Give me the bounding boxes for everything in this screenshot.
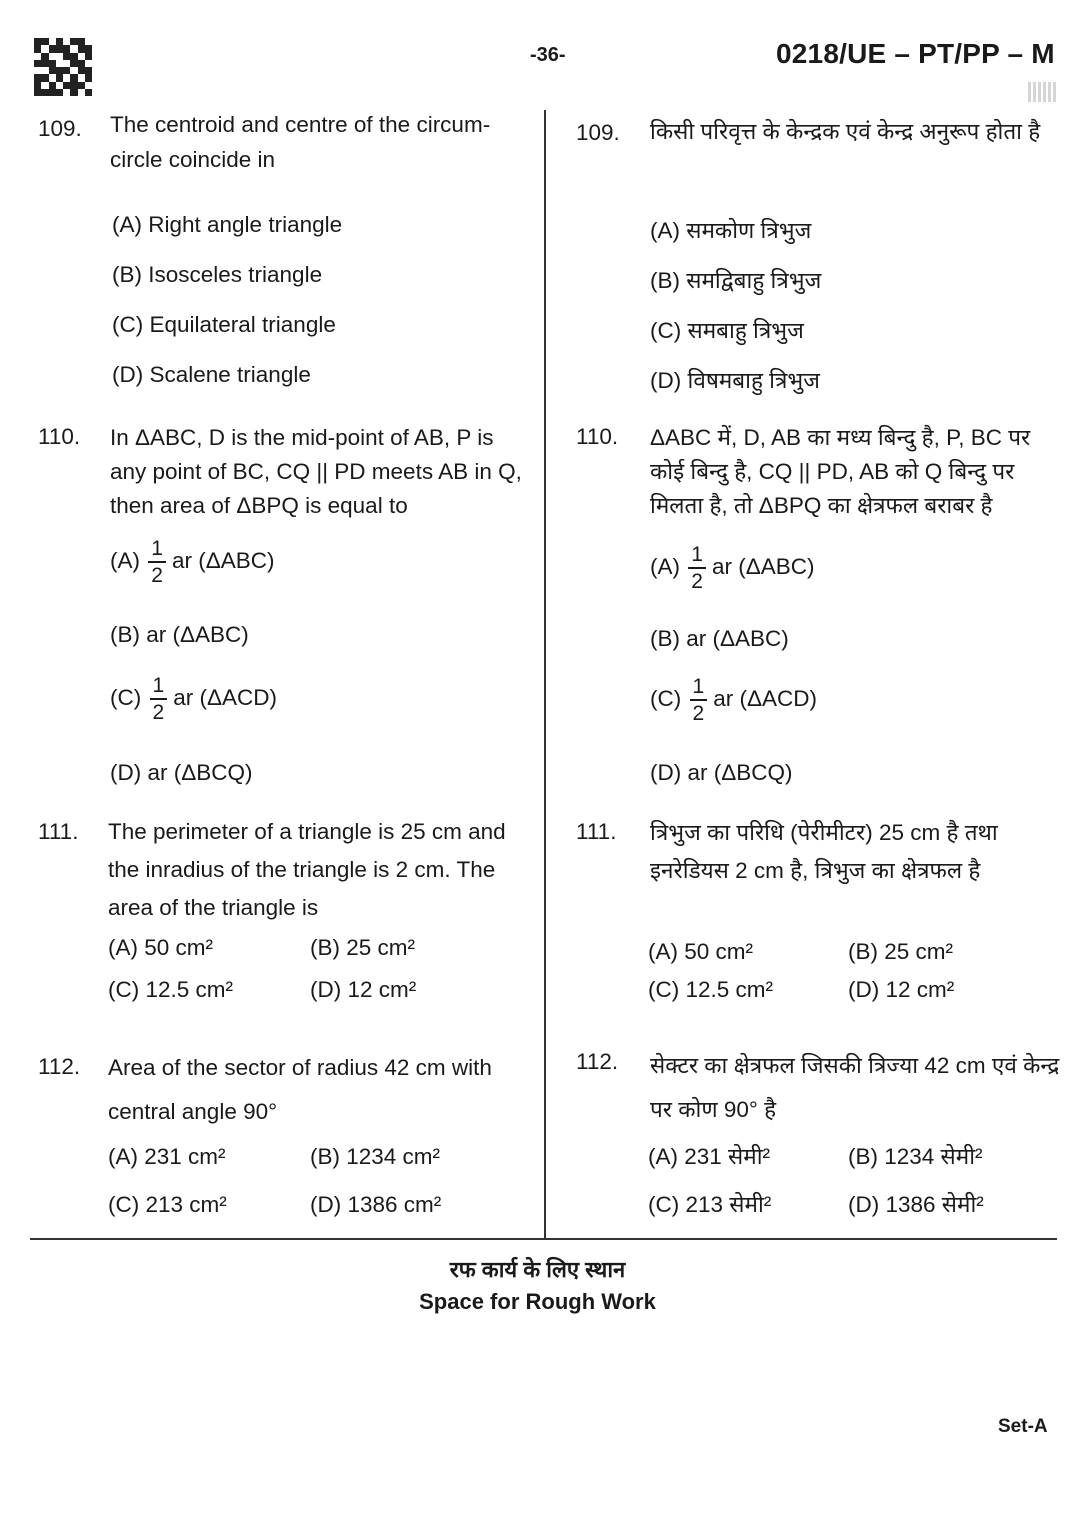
option-label: (A) — [110, 547, 140, 573]
option-b: (B) Isosceles triangle — [112, 262, 323, 287]
option-a: (A) 231 सेमी² — [648, 1144, 771, 1169]
option-c: (C) 12.5 cm² — [108, 977, 234, 1002]
option-b: (B) समद्विबाहु त्रिभुज — [650, 268, 822, 293]
option-c: (C) 12.5 cm² — [648, 977, 774, 1002]
option-d: (D) 1386 cm² — [310, 1192, 442, 1217]
footer-divider — [30, 1238, 1057, 1240]
question-number: 110. — [38, 424, 81, 449]
denominator: 2 — [692, 702, 705, 725]
option-a: (A) Right angle triangle — [112, 212, 343, 237]
option-c: (C) समबाहु त्रिभुज — [650, 318, 804, 343]
numerator: 1 — [148, 538, 166, 563]
question-number: 112. — [576, 1049, 619, 1074]
question-text: किसी परिवृत्त के केन्द्रक एवं केन्द्र अनुरूप होता है — [650, 119, 1041, 144]
question-text: The perimeter of a triangle is 25 cm and the inradius of the triangle is 2 cm. The area of the triangle is — [108, 819, 506, 920]
option-d: (D) 1386 सेमी² — [848, 1192, 984, 1217]
rough-work-hindi: रफ कार्य के लिए स्थान — [449, 1257, 626, 1282]
question-number: 110. — [576, 424, 619, 449]
option-a: (A) 231 cm² — [108, 1144, 226, 1169]
option-a: (A) 50 cm² — [108, 935, 214, 960]
option-b: (B) ar (ΔABC) — [650, 626, 789, 651]
option-c: (C) Equilateral triangle — [112, 312, 336, 337]
fraction — [688, 544, 706, 592]
question-text: Area of the sector of radius 42 cm with central angle 90° — [108, 1055, 492, 1124]
option-c: (C) 213 सेमी² — [648, 1192, 772, 1217]
question-number: 109. — [576, 120, 620, 145]
barcode-icon — [1028, 82, 1056, 102]
question-number: 111. — [38, 819, 79, 844]
option-d: (D) Scalene triangle — [112, 362, 311, 387]
option-b: (B) 25 cm² — [848, 939, 954, 964]
option-a: (A) 50 cm² — [648, 939, 754, 964]
page-number: -36- — [530, 44, 566, 66]
option-b: (B) 1234 सेमी² — [848, 1144, 983, 1169]
rough-work-english: Space for Rough Work — [419, 1289, 656, 1314]
question-number: 111. — [576, 819, 617, 844]
option-d: (D) विषमबाहु त्रिभुज — [650, 368, 820, 393]
option-d: (D) ar (ΔBCQ) — [110, 760, 253, 785]
option-c — [650, 676, 817, 724]
denominator: 2 — [152, 701, 165, 724]
option-b: (B) 1234 cm² — [310, 1144, 441, 1169]
denominator: 2 — [151, 564, 163, 587]
denominator: 2 — [691, 570, 703, 593]
option-a — [110, 538, 275, 586]
option-a — [650, 544, 815, 592]
fraction — [690, 676, 708, 724]
option-text: ar (ΔACD) — [713, 685, 817, 711]
numerator: 1 — [150, 675, 168, 700]
question-text: सेक्टर का क्षेत्रफल जिसकी त्रिज्या 42 cm एवं केन्द्र पर कोण 90° है — [650, 1053, 1060, 1122]
option-label: (A) — [650, 553, 680, 579]
option-c: (C) 213 cm² — [108, 1192, 227, 1217]
question-text: In ΔABC, D is the mid-point of AB, P is any point of BC, CQ || PD meets AB in Q, then area of ΔBPQ is equal to — [110, 425, 522, 518]
option-b: (B) ar (ΔABC) — [110, 622, 249, 647]
question-text: त्रिभुज का परिधि (पेरीमीटर) 25 cm है तथा इनरेडियस 2 cm है, त्रिभुज का क्षेत्रफल है — [650, 820, 998, 883]
option-b: (B) 25 cm² — [310, 935, 416, 960]
option-d: (D) ar (ΔBCQ) — [650, 760, 793, 785]
option-text: ar (ΔABC) — [711, 553, 815, 579]
numerator: 1 — [688, 544, 706, 569]
question-text: The centroid and centre of the circum-circle coincide in — [110, 112, 491, 172]
question-number: 112. — [38, 1054, 81, 1079]
question-number: 109. — [38, 116, 82, 141]
qr-code-icon — [34, 38, 92, 96]
option-label: (C) — [650, 685, 682, 711]
paper-code: 0218/UE – PT/PP – M — [776, 38, 1055, 69]
fraction — [150, 675, 168, 723]
option-d: (D) 12 cm² — [848, 977, 955, 1002]
fraction — [148, 538, 166, 586]
option-label: (C) — [110, 684, 142, 710]
column-divider — [544, 110, 546, 1238]
option-c — [110, 675, 277, 723]
numerator: 1 — [690, 676, 708, 701]
question-text: ΔABC में, D, AB का मध्य बिन्दु है, P, BC पर कोई बिन्दु है, CQ || PD, AB को Q बिन्दु पर मिलता है, तो ΔBPQ का क्षेत्रफल बराबर है — [650, 425, 1031, 518]
option-d: (D) 12 cm² — [310, 977, 417, 1002]
option-text: ar (ΔABC) — [171, 547, 275, 573]
set-label: Set-A — [998, 1416, 1048, 1437]
option-a: (A) समकोण त्रिभुज — [650, 218, 812, 243]
option-text: ar (ΔACD) — [173, 684, 277, 710]
